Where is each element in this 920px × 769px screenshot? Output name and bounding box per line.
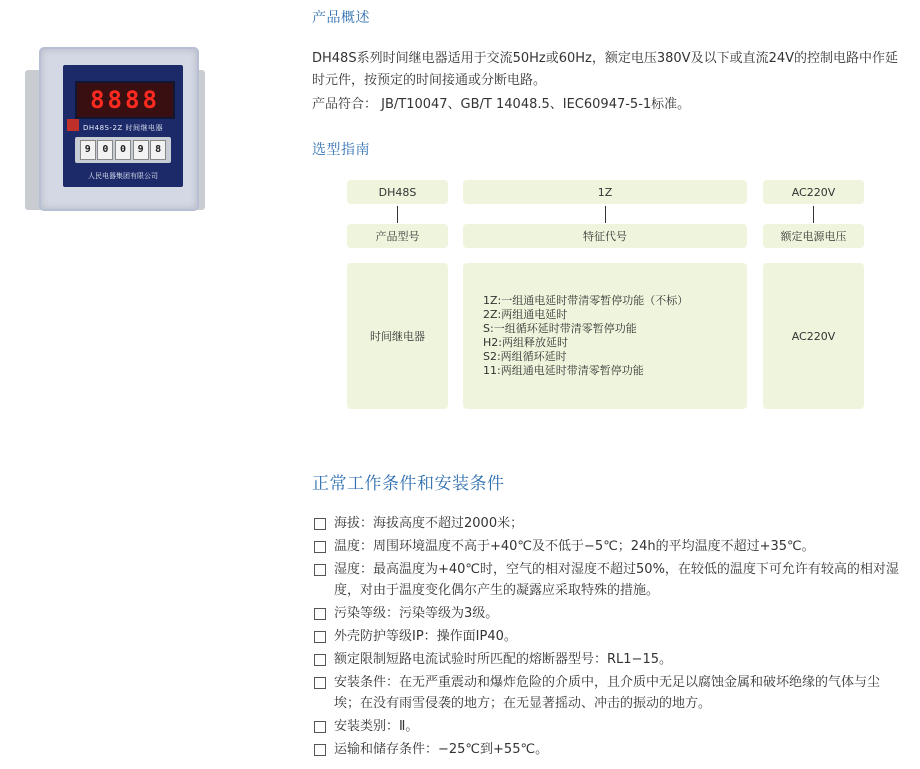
relay-model-label: DH48S-2Z 时间继电器 (82, 124, 163, 132)
checkbox-icon (314, 608, 326, 620)
overview-standards: 产品符合： JB/T10047、GB/T 14048.5、IEC60947-5-1标准。 (312, 97, 691, 112)
relay-key: 9 (133, 140, 149, 160)
conditions-heading: 正常工作条件和安装条件 (312, 474, 505, 494)
condition-text: 湿度：最高温度为+40℃时，空气的相对湿度不超过50%，在较低的温度下可允许有较高的相对湿度，对由于温度变化偶尔产生的凝露应采取特殊的措施。 (334, 562, 899, 598)
code-box-voltage (763, 180, 864, 204)
feature-code-item: S:一组循环延时带清零暂停功能 (483, 322, 637, 335)
code-feature: 1Z (597, 185, 613, 199)
detail-box-feature (463, 263, 747, 409)
caption-box-voltage (763, 224, 864, 248)
relay-keypad (75, 137, 171, 163)
checkbox-icon (314, 631, 326, 643)
condition-item (312, 513, 902, 534)
detail-box-model (347, 263, 448, 409)
caption-model: 产品型号 (375, 230, 420, 243)
code-box-model (347, 180, 448, 204)
code-model: DH48S (378, 185, 417, 199)
checkbox-icon (314, 677, 326, 689)
checkbox-icon (314, 721, 326, 733)
relay-key: 9 (80, 140, 96, 160)
condition-item (312, 603, 902, 624)
connector-line (813, 206, 814, 223)
condition-text: 安装类别：Ⅱ。 (334, 719, 419, 734)
checkbox-icon (314, 518, 326, 530)
feature-code-item: 1Z:一组通电延时带清零暂停功能（不标） (483, 294, 689, 307)
product-image (25, 45, 205, 210)
condition-item (312, 559, 902, 601)
detail-model: 时间继电器 (370, 330, 425, 343)
conditions-list (312, 513, 902, 762)
feature-code-item: H2:两组释放延时 (483, 336, 568, 349)
checkbox-icon (314, 564, 326, 576)
condition-text: 外壳防护等级IP：操作面IP40。 (334, 629, 517, 644)
relay-display: 8888 (75, 81, 175, 119)
relay-maker-label: 人民电器集团有限公司 (88, 172, 158, 180)
condition-text: 安装条件：在无严重震动和爆炸危险的介质中，且介质中无足以腐蚀金属和破坏绝缘的气体与尘埃；在没有雨雪侵袭的地方；在无显著摇动、冲击的振动的地方。 (334, 675, 881, 711)
condition-text: 运输和储存条件：−25℃到+55℃。 (334, 742, 549, 757)
relay-key: 8 (150, 140, 166, 160)
condition-text: 额定限制短路电流试验时所匹配的熔断器型号：RL1−15。 (334, 652, 672, 667)
feature-code-list (463, 294, 688, 378)
condition-item (312, 536, 902, 557)
connector-line (397, 206, 398, 223)
condition-text: 温度：周围环境温度不高于+40℃及不低于−5℃；24h的平均温度不超过+35℃。 (334, 539, 815, 554)
relay-key: 0 (97, 140, 113, 160)
condition-item (312, 626, 902, 647)
caption-voltage: 额定电源电压 (780, 230, 847, 243)
relay-face (63, 65, 183, 187)
condition-item (312, 649, 902, 670)
overview-description: DH48S系列时间继电器适用于交流50Hz或60Hz，额定电压380V及以下或直流24V的控制电路中作延时元件，按预定的时间接通或分断电路。 (312, 51, 899, 88)
caption-box-model (347, 224, 448, 248)
detail-voltage: AC220V (791, 329, 836, 343)
caption-feature: 特征代号 (583, 230, 627, 243)
condition-text: 海拔：海拔高度不超过2000米； (334, 516, 524, 531)
feature-code-item: 11:两组通电延时带清零暂停功能 (483, 364, 644, 377)
detail-box-voltage (763, 263, 864, 409)
selection-heading: 选型指南 (312, 142, 370, 158)
condition-item (312, 716, 902, 737)
code-box-feature (463, 180, 747, 204)
feature-code-item: S2:两组循环延时 (483, 350, 567, 363)
relay-key: 0 (115, 140, 131, 160)
checkbox-icon (314, 541, 326, 553)
condition-text: 污染等级：污染等级为3级。 (334, 606, 499, 621)
condition-item (312, 672, 902, 714)
checkbox-icon (314, 744, 326, 756)
code-voltage: AC220V (791, 185, 836, 199)
connector-line (605, 206, 606, 223)
feature-code-item: 2Z:两组通电延时 (483, 308, 568, 321)
caption-box-feature (463, 224, 747, 248)
condition-item (312, 739, 902, 760)
overview-heading: 产品概述 (312, 10, 370, 26)
checkbox-icon (314, 654, 326, 666)
